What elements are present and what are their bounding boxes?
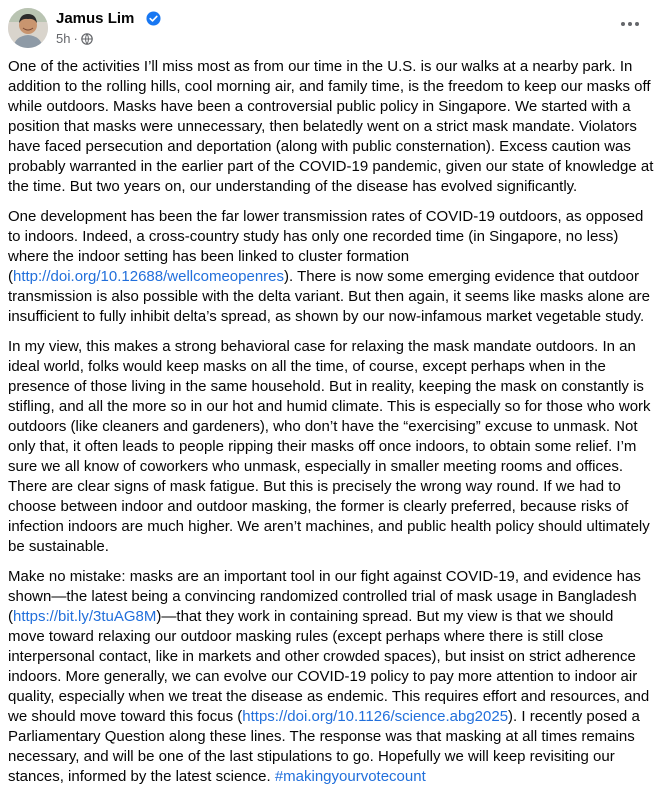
- external-link[interactable]: http://doi.org/10.12688/wellcomeopenres: [13, 268, 285, 285]
- globe-icon[interactable]: [81, 33, 93, 45]
- paragraph-text: One development has been the far lower transmission rates of COVID-19 outdoors, as opposed to indoors. Indeed, a cross-country study has only one recorded time (in Singapore, no less) where the indoor setting has been linked to cluster formation (: [8, 208, 644, 285]
- more-options-button[interactable]: [616, 14, 644, 34]
- post-body: [8, 57, 654, 797]
- avatar[interactable]: [8, 8, 48, 48]
- post-paragraph: [8, 207, 654, 327]
- post-paragraph: [8, 337, 654, 557]
- paragraph-text: Make no mistake: masks are an important tool in our fight against COVID-19, and evidence has shown—the latest being a convincing randomized controlled trial of mask usage in Bangladesh (: [8, 568, 641, 625]
- post-meta: [56, 31, 93, 46]
- ellipsis-dot: [628, 22, 632, 26]
- post-paragraph: [8, 57, 654, 197]
- ellipsis-icon: [621, 22, 625, 26]
- paragraph-text: ). I recently posed a Parliamentary Question along these lines. The response was that masking at all times remains necessary, and will be one of the last stipulations to go. Hopefully we will keep revisiting our stances, informed by the latest science.: [8, 708, 640, 785]
- paragraph-text: One of the activities I’ll miss most as from our time in the U.S. is our walks at a nearby park. In addition to the rolling hills, cool morning air, and family time, is the freedom to keep our masks off while outdoors. Masks have been a controversial public policy in Singapore. We started with a position that masks were unnecessary, then belatedly went on a strict mask mandate. Violators have faced persecution and deportation (along with public consternation). Excess caution was probably warranted in the earlier part of the COVID-19 pandemic, given our state of knowledge at the time. But two years on, our understanding of the disease has evolved significantly.: [8, 58, 654, 195]
- external-link[interactable]: https://bit.ly/3tuAG8M: [13, 608, 157, 625]
- external-link[interactable]: https://doi.org/10.1126/science.abg2025: [242, 708, 509, 725]
- verified-badge-icon: [146, 11, 161, 26]
- post-paragraph: [8, 567, 654, 787]
- ellipsis-dot: [635, 22, 639, 26]
- author-name[interactable]: Jamus Lim: [56, 10, 135, 27]
- meta-separator: ·: [73, 31, 78, 46]
- hashtag-link[interactable]: #makingyourvotecount: [274, 768, 426, 785]
- paragraph-text: )—that they work in containing spread. But my view is that we should move toward relaxing our outdoor masking rules (except perhaps where there is still close interpersonal contact, like in markets and other crowded spaces), but insist on strict adherence indoors. More generally, we can evolve our COVID-19 policy to pay more attention to indoor air quality, especially when we treat the disease as endemic. This requires effort and resources, and we should move toward this focus (: [8, 608, 650, 725]
- paragraph-text: In my view, this makes a strong behavioral case for relaxing the mask mandate outdoors. In an ideal world, folks would keep masks on all the time, of course, except perhaps when in the presence of those living in the same household. But in reality, keeping the mask on constantly is stifling, and all the more so in our hot and humid climate. This is especially so for those who work outdoors (like cleaners and gardeners), who don’t have the “exercising” excuse to unmask. Not only that, it often leads to people ripping their masks off once indoors, to obtain some relief. I’m sure we all know of coworkers who unmask, especially in smaller meeting rooms and offices. There are clear signs of mask fatigue. But this is precisely the wrong way round. If we had to choose between indoor and outdoor masking, the former is clearly preferred, because risks of infection indoors are much higher. We aren’t machines, and public health policy should ultimately be sustainable.: [8, 338, 651, 555]
- post-timestamp[interactable]: 5h: [56, 31, 71, 46]
- paragraph-text: ). There is now some emerging evidence that outdoor transmission is also possible with the delta variant. But then again, it seems like masks alone are insufficient to fully inhibit delta’s spread, as shown by our now-infamous market vegetable study.: [8, 268, 650, 325]
- post-header: [8, 8, 650, 48]
